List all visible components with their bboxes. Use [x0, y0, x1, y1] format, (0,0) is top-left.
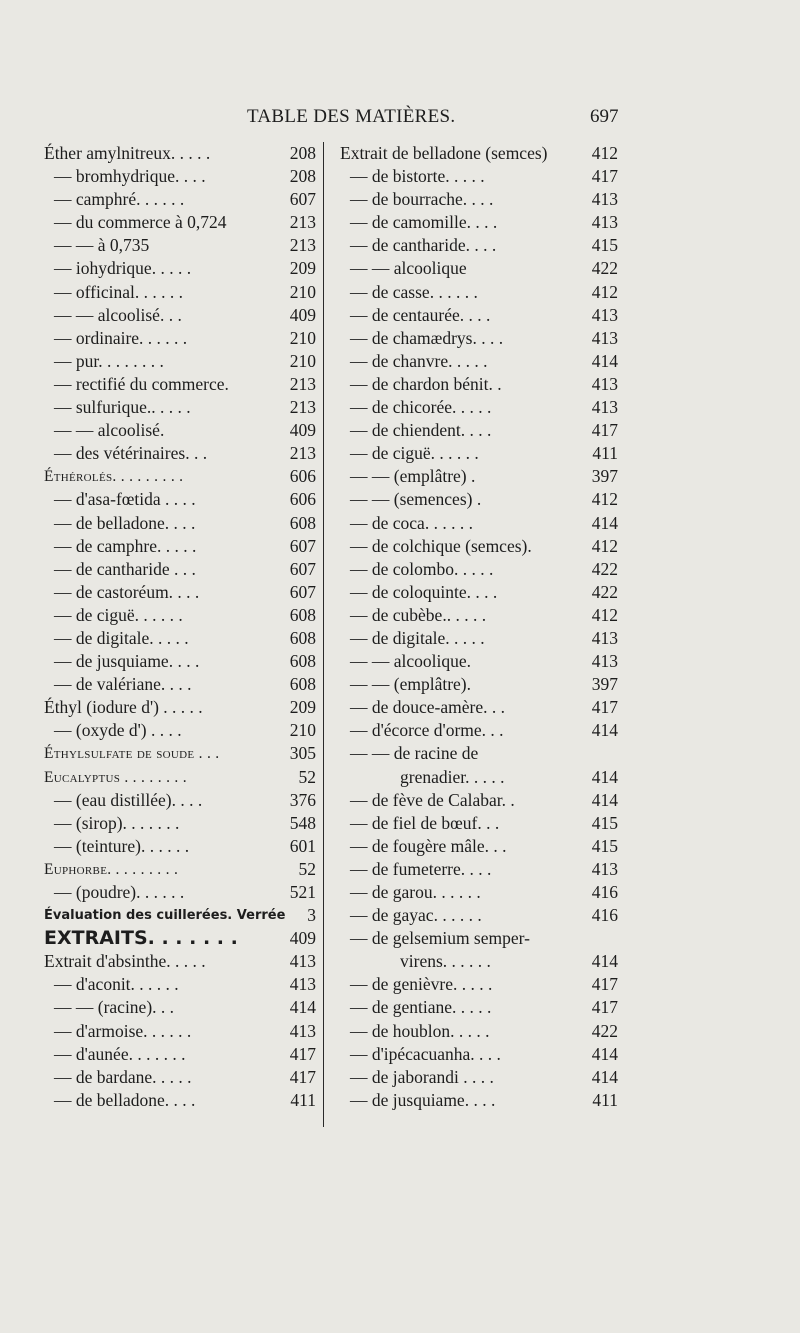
index-entry [340, 281, 622, 304]
index-entry [44, 789, 320, 812]
index-entry [44, 904, 320, 927]
index-entry [340, 950, 622, 973]
entry-page-number: 409 [289, 420, 316, 441]
entry-page-number: 414 [591, 350, 618, 371]
entry-text: — de chiendent. . . . [350, 420, 492, 441]
entry-page-number: 606 [289, 489, 316, 510]
entry-page-number: 411 [290, 1089, 316, 1110]
entry-page-number: 209 [289, 697, 316, 718]
entry-text: — de gelsemium semper- [350, 928, 530, 949]
entry-text: — de gayac. . . . . . [350, 905, 482, 926]
entry-page-number: 548 [289, 812, 316, 833]
entry-page-number: 607 [289, 535, 316, 556]
index-entry [340, 1020, 622, 1043]
index-entry [44, 650, 320, 673]
entry-page-number: 376 [289, 789, 316, 810]
entry-text: — pur. . . . . . . . [54, 350, 164, 371]
index-entry [44, 996, 320, 1019]
index-entry [44, 835, 320, 858]
entry-page-number: 413 [591, 212, 618, 233]
entry-text: — rectifié du commerce. [54, 373, 229, 394]
index-entry [44, 350, 320, 373]
index-entry [44, 419, 320, 442]
entry-text: Évaluation des cuillerées. Verrée [44, 908, 286, 924]
entry-page-number: 606 [289, 466, 316, 487]
index-entry [44, 696, 320, 719]
entry-text: — de genièvre. . . . . [350, 974, 493, 995]
index-entry [44, 950, 320, 973]
index-entry [340, 211, 622, 234]
entry-text: — de ciguë. . . . . . [350, 443, 479, 464]
entry-page-number: 52 [298, 858, 316, 879]
index-entry [44, 812, 320, 835]
entry-page-number: 397 [591, 466, 618, 487]
entry-page-number: 412 [591, 281, 618, 302]
index-entry [340, 142, 622, 165]
index-entry [340, 835, 622, 858]
index-entry [340, 465, 622, 488]
index-entry [340, 535, 622, 558]
entry-page-number: 411 [592, 1089, 618, 1110]
index-entry [340, 789, 622, 812]
entry-page-number: 413 [591, 651, 618, 672]
entry-page-number: 413 [591, 304, 618, 325]
entry-text: — — (emplâtre). [350, 674, 471, 695]
index-entry [44, 304, 320, 327]
entry-page-number: 422 [591, 1020, 618, 1041]
index-entry [44, 673, 320, 696]
entry-text: — (poudre). . . . . . [54, 882, 185, 902]
entry-text: — de camomille. . . . [350, 212, 498, 233]
entry-text: — d'ipécacuanha. . . . [350, 1043, 501, 1064]
entry-text: — du commerce à 0,724 [54, 212, 227, 233]
index-entry [340, 996, 622, 1019]
entry-page-number: 52 [298, 766, 316, 787]
entry-text: — de fiel de bœuf. . . [350, 812, 500, 833]
entry-text: — camphré. . . . . . [54, 189, 185, 210]
entry-page-number: 213 [289, 235, 316, 256]
entry-text: — de valériane. . . . [54, 674, 192, 695]
entry-page-number: 305 [289, 743, 316, 764]
entry-text: EXTRAITS. . . . . . . [44, 927, 238, 950]
index-entry [44, 188, 320, 211]
entry-page-number: 414 [591, 720, 618, 741]
index-entry [44, 1043, 320, 1066]
entry-page-number: 213 [289, 443, 316, 464]
entry-page-number: 416 [591, 882, 618, 902]
entry-page-number: 412 [591, 489, 618, 510]
entry-text: — de chanvre. . . . . [350, 350, 488, 371]
entry-page-number: 416 [591, 905, 618, 926]
entry-text: — de douce-amère. . . [350, 697, 505, 718]
entry-page-number: 422 [591, 558, 618, 579]
entry-text: — de castoréum. . . . [54, 581, 200, 602]
index-entry [340, 973, 622, 996]
entry-text: — de gentiane. . . . . [350, 997, 492, 1018]
index-entry [340, 1043, 622, 1066]
entry-page-number: 608 [289, 512, 316, 533]
entry-page-number: 414 [591, 1043, 618, 1064]
entry-page-number: 413 [591, 327, 618, 348]
index-entry [340, 512, 622, 535]
entry-page-number: 412 [591, 604, 618, 625]
index-entry [44, 766, 320, 789]
entry-page-number: 415 [591, 835, 618, 856]
index-entry [44, 281, 320, 304]
entry-text: — de cantharide. . . . [350, 235, 497, 256]
entry-page-number: 397 [591, 674, 618, 695]
index-entry [340, 581, 622, 604]
entry-text: — (eau distillée). . . . [54, 789, 203, 810]
entry-page-number: 417 [591, 997, 618, 1018]
entry-text: — de centaurée. . . . [350, 304, 491, 325]
index-entry [44, 142, 320, 165]
index-entry [44, 927, 320, 950]
entry-page-number: 210 [289, 327, 316, 348]
index-entry [44, 742, 320, 765]
entry-page-number: 417 [591, 420, 618, 441]
entry-text: — d'asa-fœtida . . . . [54, 489, 196, 510]
entry-text: — — de racine de [350, 743, 479, 764]
index-entry [44, 373, 320, 396]
entry-page-number: 417 [591, 166, 618, 187]
entry-text: — de bardane. . . . . [54, 1066, 192, 1087]
entry-text: — de ciguë. . . . . . [54, 604, 183, 625]
entry-text: Extrait d'absinthe. . . . . [44, 951, 206, 972]
index-entry [44, 881, 320, 904]
entry-text: Éthyl (iodure d') . . . . . [44, 697, 203, 718]
entry-page-number: 210 [289, 281, 316, 302]
entry-page-number: 413 [591, 373, 618, 394]
entry-page-number: 409 [289, 928, 316, 949]
index-entry [44, 234, 320, 257]
entry-text: — de garou. . . . . . [350, 882, 481, 902]
running-title: TABLE DES MATIÈRES. [247, 106, 456, 127]
index-entry [340, 742, 622, 765]
entry-page-number: 608 [289, 604, 316, 625]
entry-page-number: 413 [591, 627, 618, 648]
entry-page-number: 608 [289, 674, 316, 695]
entry-page-number: 414 [591, 512, 618, 533]
entry-page-number: 413 [591, 858, 618, 879]
index-entry [340, 188, 622, 211]
index-entry [44, 719, 320, 742]
entry-text: — de bourrache. . . . [350, 189, 494, 210]
entry-page-number: 3 [307, 905, 316, 926]
index-entry [340, 904, 622, 927]
entry-page-number: 208 [289, 143, 316, 163]
entry-text: — de casse. . . . . . [350, 281, 478, 302]
index-entry [44, 442, 320, 465]
entry-page-number: 413 [591, 397, 618, 418]
index-entry [340, 165, 622, 188]
index-entry [340, 766, 622, 789]
entry-text: — sulfurique.. . . . . [54, 397, 191, 418]
index-entry [340, 234, 622, 257]
index-entry [340, 373, 622, 396]
index-entry [44, 396, 320, 419]
index-entry [340, 304, 622, 327]
entry-page-number: 210 [289, 350, 316, 371]
index-entry [44, 627, 320, 650]
entry-text: — de jaborandi . . . . [350, 1066, 494, 1087]
entry-text: Eucalyptus . . . . . . . . [44, 768, 187, 786]
index-entry [340, 488, 622, 511]
index-entry [340, 858, 622, 881]
entry-page-number: 415 [591, 235, 618, 256]
entry-text: — — alcoolique. [350, 651, 472, 672]
entry-page-number: 422 [591, 581, 618, 602]
index-entry [340, 719, 622, 742]
index-entry [44, 512, 320, 535]
entry-page-number: 412 [591, 143, 618, 163]
index-entry [44, 558, 320, 581]
entry-page-number: 213 [289, 397, 316, 418]
index-entry [340, 696, 622, 719]
entry-page-number: 414 [591, 766, 618, 787]
entry-text: — de fougère mâle. . . [350, 835, 507, 856]
entry-page-number: 413 [289, 974, 316, 995]
index-entry [340, 327, 622, 350]
index-entry [340, 257, 622, 280]
entry-text: — — (racine). . . [54, 997, 175, 1018]
index-entry [340, 442, 622, 465]
entry-page-number: 417 [289, 1066, 316, 1087]
entry-text: — — (semences) . [350, 489, 482, 510]
index-entry [44, 581, 320, 604]
entry-text: — — (emplâtre) . [350, 466, 476, 487]
entry-text: — d'armoise. . . . . . [54, 1020, 192, 1041]
entry-text: virens. . . . . . [400, 951, 491, 972]
entry-text: — de cubèbe.. . . . . [350, 604, 487, 625]
entry-page-number: 208 [289, 166, 316, 187]
entry-page-number: 608 [289, 627, 316, 648]
entry-page-number: 607 [289, 558, 316, 579]
entry-text: — d'écorce d'orme. . . [350, 720, 504, 741]
entry-text: — de coloquinte. . . . [350, 581, 498, 602]
entry-page-number: 209 [289, 258, 316, 279]
entry-text: — — alcoolisé. [54, 420, 165, 441]
entry-page-number: 412 [591, 535, 618, 556]
entry-text: — — alcoolisé. . . [54, 304, 182, 325]
entry-text: Éther amylnitreux. . . . . [44, 143, 211, 163]
entry-text: — (teinture). . . . . . [54, 835, 190, 856]
index-entry [44, 465, 320, 488]
index-entry [340, 419, 622, 442]
entry-page-number: 607 [289, 581, 316, 602]
entry-page-number: 210 [289, 720, 316, 741]
index-entry [340, 927, 622, 950]
page-header [0, 106, 800, 134]
entry-text: Extrait de belladone (semces) [340, 143, 548, 163]
index-entry [340, 1089, 622, 1112]
right-column [340, 142, 622, 1112]
entry-text: — de chamædrys. . . . [350, 327, 504, 348]
entry-text: — de fève de Calabar. . [350, 789, 515, 810]
index-entry [340, 1066, 622, 1089]
index-entry [44, 257, 320, 280]
entry-page-number: 608 [289, 651, 316, 672]
entry-text: — de colchique (semces). [350, 535, 532, 556]
entry-text: — de digitale. . . . . [54, 627, 189, 648]
entry-page-number: 521 [289, 882, 316, 902]
entry-text: Éthylsulfate de soude . . . [44, 745, 220, 763]
entry-page-number: 409 [289, 304, 316, 325]
entry-text: Éthérolés. . . . . . . . . [44, 468, 184, 486]
entry-text: grenadier. . . . . [400, 766, 505, 787]
entry-text: — des vétérinaires. . . [54, 443, 208, 464]
index-entry [44, 973, 320, 996]
entry-text: — de coca. . . . . . [350, 512, 473, 533]
index-entry [340, 673, 622, 696]
column-divider [323, 142, 324, 1127]
entry-text: — (sirop). . . . . . . [54, 812, 180, 833]
entry-page-number: 417 [289, 1043, 316, 1064]
entry-text: — officinal. . . . . . [54, 281, 183, 302]
entry-page-number: 422 [591, 258, 618, 279]
page-number: 697 [590, 106, 619, 127]
index-entry [340, 812, 622, 835]
entry-text: — de chicorée. . . . . [350, 397, 492, 418]
index-entry [44, 858, 320, 881]
index-entry [44, 488, 320, 511]
entry-text: — iohydrique. . . . . [54, 258, 192, 279]
entry-text: — de belladone. . . . [54, 512, 196, 533]
entry-text: — d'aunée. . . . . . . [54, 1043, 186, 1064]
entry-text: — d'aconit. . . . . . [54, 974, 179, 995]
entry-page-number: 213 [289, 373, 316, 394]
index-entry [44, 1089, 320, 1112]
index-entry [340, 350, 622, 373]
entry-text: — — alcoolique [350, 258, 467, 279]
entry-page-number: 414 [591, 789, 618, 810]
entry-page-number: 415 [591, 812, 618, 833]
entry-text: Euphorbe. . . . . . . . . [44, 860, 179, 878]
entry-text: — — à 0,735 [54, 235, 150, 256]
index-entry [44, 1066, 320, 1089]
entry-page-number: 607 [289, 189, 316, 210]
index-entry [44, 1020, 320, 1043]
entry-text: — de houblon. . . . . [350, 1020, 490, 1041]
index-entry [44, 604, 320, 627]
entry-text: — ordinaire. . . . . . [54, 327, 188, 348]
index-entry [340, 627, 622, 650]
entry-page-number: 414 [591, 1066, 618, 1087]
entry-page-number: 411 [592, 443, 618, 464]
index-entry [340, 604, 622, 627]
entry-text: — de fumeterre. . . . [350, 858, 492, 879]
entry-text: — de chardon bénit. . [350, 373, 502, 394]
entry-text: — de jusquiame. . . . [350, 1089, 496, 1110]
entry-text: — de bistorte. . . . . [350, 166, 485, 187]
entry-text: — de camphre. . . . . [54, 535, 197, 556]
entry-page-number: 417 [591, 697, 618, 718]
entry-text: — de jusquiame. . . . [54, 651, 200, 672]
entry-text: — bromhydrique. . . . [54, 166, 206, 187]
index-entry [44, 327, 320, 350]
index-entry [340, 396, 622, 419]
entry-page-number: 414 [289, 997, 316, 1018]
index-entry [340, 881, 622, 904]
entry-text: — de cantharide . . . [54, 558, 196, 579]
entry-page-number: 413 [289, 951, 316, 972]
entry-text: — de belladone. . . . [54, 1089, 196, 1110]
entry-page-number: 213 [289, 212, 316, 233]
index-entry [340, 650, 622, 673]
index-entry [44, 535, 320, 558]
index-entry [340, 558, 622, 581]
entry-page-number: 601 [289, 835, 316, 856]
entry-text: — (oxyde d') . . . . [54, 720, 182, 741]
entry-text: — de digitale. . . . . [350, 627, 485, 648]
left-column [44, 142, 320, 1112]
entry-page-number: 414 [591, 951, 618, 972]
index-entry [44, 165, 320, 188]
entry-text: — de colombo. . . . . [350, 558, 494, 579]
entry-page-number: 413 [591, 189, 618, 210]
entry-page-number: 413 [289, 1020, 316, 1041]
index-entry [44, 211, 320, 234]
entry-page-number: 417 [591, 974, 618, 995]
